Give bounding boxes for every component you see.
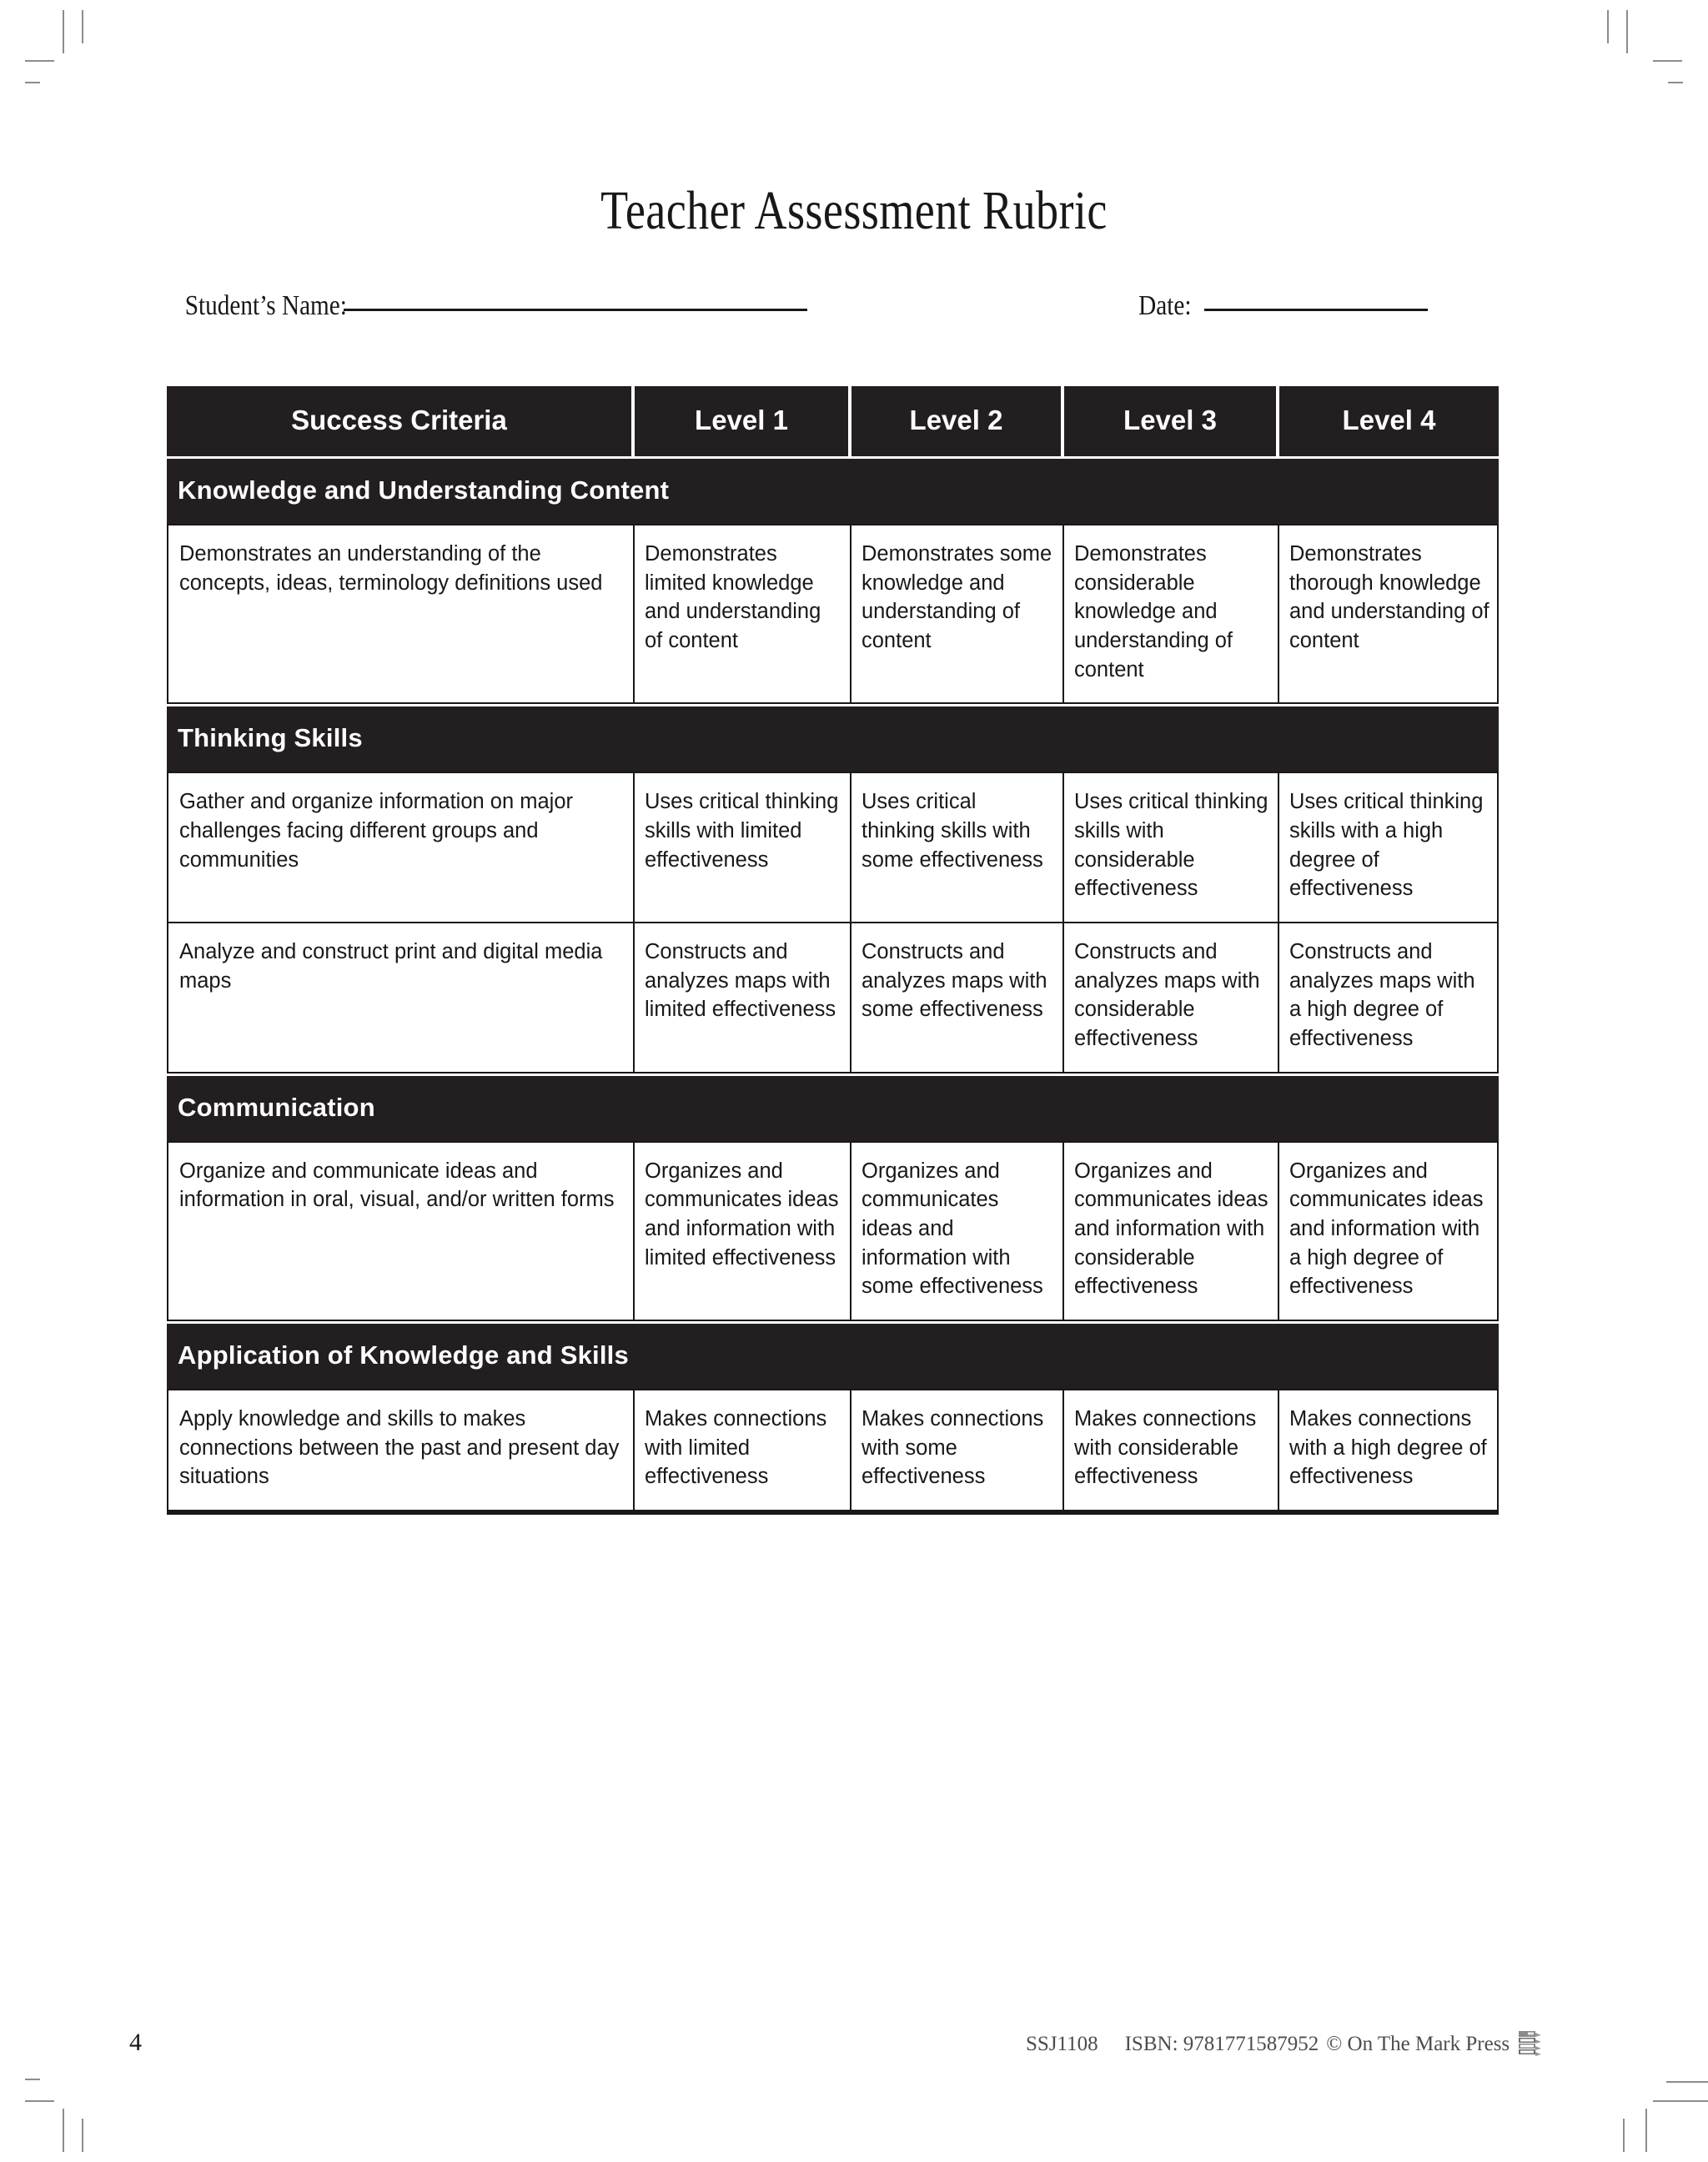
cell-criteria: Organize and communicate ideas and information in oral, visual, and/or written forms [179, 1159, 615, 1212]
crop-mark-bottom-right [1653, 2100, 1708, 2102]
crop-mark-bottom-right [1623, 2119, 1625, 2152]
crop-mark-bottom-left [63, 2109, 64, 2152]
cell-level4[interactable]: Demonstrates thorough knowledge and understanding of content [1278, 525, 1500, 702]
column-header-label: Level 4 [1342, 405, 1436, 435]
cell-criteria: Analyze and construct print and digital media maps [179, 940, 603, 993]
column-header-criteria [167, 386, 631, 456]
column-header-level2 [848, 386, 1061, 456]
copyright-text: © On The Mark Press [1326, 2033, 1510, 2055]
crop-mark-bottom-left [82, 2119, 83, 2152]
table-row [167, 524, 1499, 704]
column-header-label: Level 3 [1123, 405, 1217, 435]
cell-level1[interactable]: Organizes and communicates ideas and information with limited effectiveness [633, 1143, 850, 1320]
section-heading-application: Application of Knowledge and Skills [167, 1324, 1499, 1389]
cell-level3[interactable]: Constructs and analyzes maps with considerable effectiveness [1062, 923, 1278, 1072]
crop-mark-top-right [1626, 10, 1628, 53]
table-bottom-border [167, 1511, 1499, 1515]
page-number: 4 [129, 2029, 142, 2056]
table-header-row [167, 386, 1499, 456]
student-identification-line [167, 290, 1501, 330]
rubric-table [167, 386, 1499, 1515]
cell-criteria: Demonstrates an understanding of the concepts, ideas, terminology definitions used [179, 542, 603, 595]
crop-mark-bottom-right [1645, 2109, 1647, 2152]
table-row [167, 923, 1499, 1073]
cell-level4[interactable]: Organizes and communicates ideas and information with a high degree of effectiveness [1278, 1143, 1500, 1320]
cell-level2[interactable]: Organizes and communicates ideas and information with some effectiveness [850, 1143, 1062, 1320]
cell-level3[interactable]: Uses critical thinking skills with considerable effectiveness [1062, 773, 1278, 922]
table-row [167, 1389, 1499, 1511]
product-code: SSJ1108 [1026, 2033, 1098, 2055]
crop-mark-top-left [25, 82, 40, 83]
cell-level1[interactable]: Makes connections with limited effectiveness [633, 1390, 850, 1510]
table-row [167, 772, 1499, 923]
student-name-group [172, 290, 807, 322]
cell-level4[interactable]: Constructs and analyzes maps with a high degree of effectiveness [1278, 923, 1500, 1072]
cell-level3[interactable]: Makes connections with considerable effectiveness [1062, 1390, 1278, 1510]
table-row [167, 1141, 1499, 1321]
crop-mark-top-right [1607, 10, 1609, 43]
column-header-level4 [1276, 386, 1499, 456]
cell-level4[interactable]: Uses critical thinking skills with a high degree of effectiveness [1278, 773, 1500, 922]
column-header-level3 [1061, 386, 1276, 456]
crop-mark-bottom-right [1666, 2081, 1708, 2083]
crop-mark-bottom-left [25, 2100, 54, 2102]
cell-criteria: Gather and organize information on major challenges facing different groups and communities [179, 790, 574, 872]
crop-mark-top-right [1668, 82, 1683, 83]
cell-level2[interactable]: Constructs and analyzes maps with some effectiveness [850, 923, 1062, 1072]
column-header-label: Success Criteria [291, 405, 507, 435]
crop-mark-top-left [63, 10, 64, 53]
date-input[interactable] [1204, 309, 1428, 311]
section-heading-knowledge: Knowledge and Understanding Content [167, 459, 1499, 524]
printer-icon [1517, 2030, 1542, 2059]
cell-level1[interactable]: Demonstrates limited knowledge and understanding of content [633, 525, 850, 702]
cell-criteria: Apply knowledge and skills to makes connections between the past and present day situations [179, 1407, 620, 1489]
cell-level3[interactable]: Demonstrates considerable knowledge and understanding of content [1062, 525, 1278, 702]
crop-mark-top-left [25, 60, 54, 62]
column-header-label: Level 2 [909, 405, 1003, 435]
footer-credit [1026, 2030, 1542, 2059]
cell-level2[interactable]: Makes connections with some effectiveness [850, 1390, 1062, 1510]
student-name-input[interactable] [344, 309, 807, 311]
date-group [1134, 290, 1428, 322]
date-label: Date: [1138, 290, 1192, 321]
cell-level4[interactable]: Makes connections with a high degree of effectiveness [1278, 1390, 1500, 1510]
cell-level2[interactable]: Demonstrates some knowledge and understanding of content [850, 525, 1062, 702]
cell-level1[interactable]: Uses critical thinking skills with limited effectiveness [633, 773, 850, 922]
cell-level2[interactable]: Uses critical thinking skills with some effectiveness [850, 773, 1062, 922]
section-heading-communication: Communication [167, 1076, 1499, 1141]
crop-mark-top-right [1653, 60, 1682, 62]
column-header-level1 [631, 386, 848, 456]
isbn-text: ISBN: 9781771587952 [1124, 2033, 1319, 2055]
cell-level1[interactable]: Constructs and analyzes maps with limited effectiveness [633, 923, 850, 1072]
page-title: Teacher Assessment Rubric [600, 180, 1108, 241]
section-heading-thinking-skills: Thinking Skills [167, 706, 1499, 772]
student-name-label: Student’s Name: [184, 290, 347, 321]
crop-mark-bottom-left [25, 2079, 40, 2080]
column-header-label: Level 1 [695, 405, 788, 435]
cell-level3[interactable]: Organizes and communicates ideas and information with considerable effectiveness [1062, 1143, 1278, 1320]
crop-mark-top-left [82, 10, 83, 43]
